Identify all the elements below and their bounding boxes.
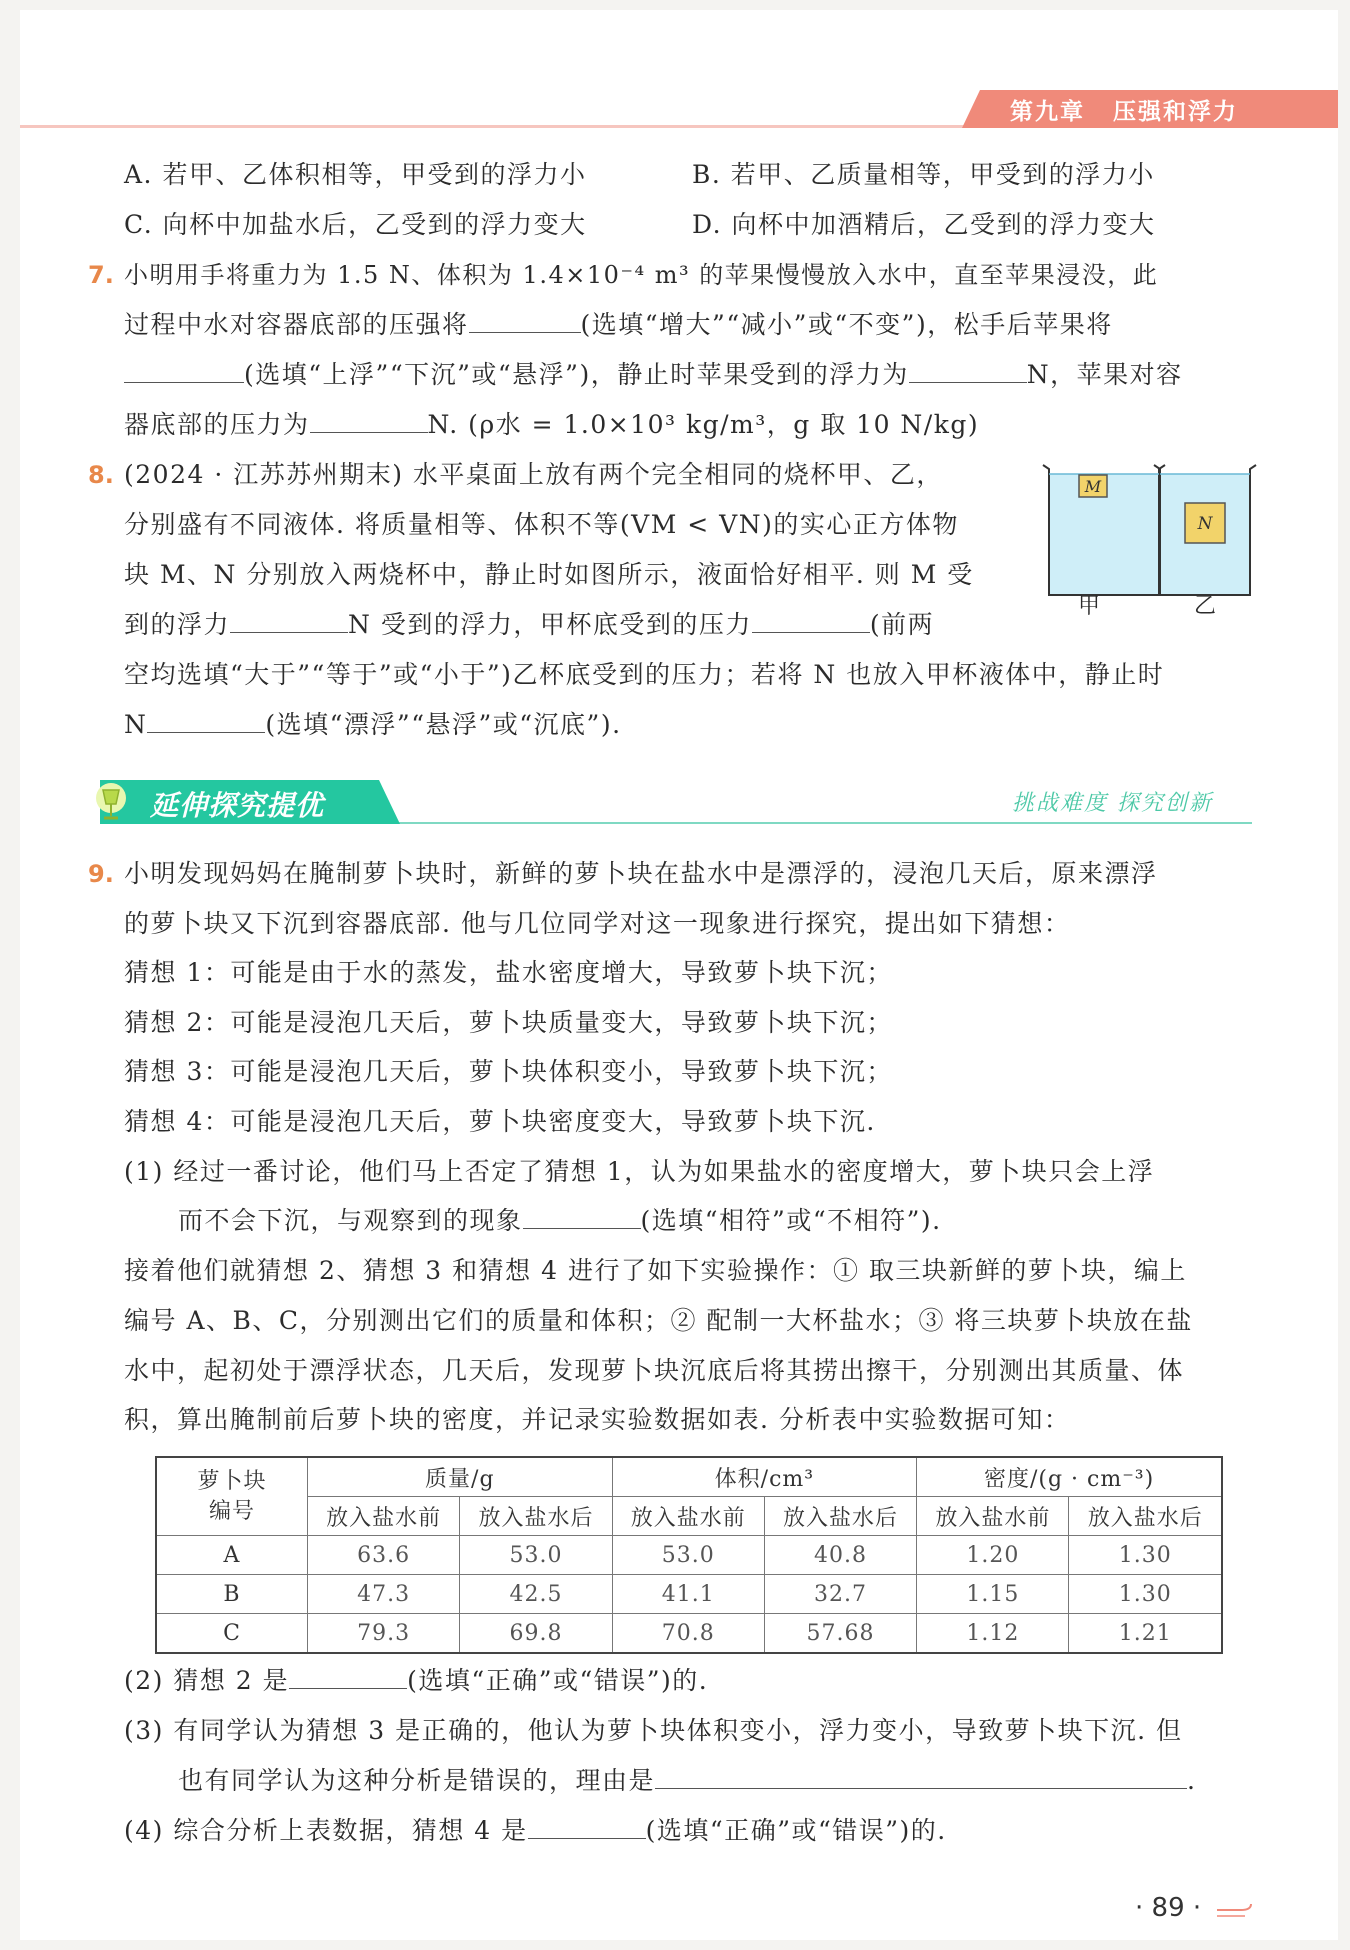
q8-blank-pressure[interactable] <box>752 610 870 633</box>
header-id <box>156 1457 308 1536</box>
q8-line6 <box>124 710 622 740</box>
q7-line3 <box>124 360 1183 390</box>
table-cell: 1.21 <box>1069 1614 1222 1654</box>
q9-number: 9. <box>88 860 114 888</box>
q8-number: 8. <box>88 461 114 489</box>
q6-option-b: B. 若甲、乙质量相等，甲受到的浮力小 <box>692 160 1155 189</box>
table-cell: 40.8 <box>764 1536 916 1575</box>
q7-number: 7. <box>88 261 114 289</box>
header-id-line2: 编号 <box>208 1498 255 1524</box>
table-cell: 47.3 <box>308 1575 460 1614</box>
header-mass: 质量/g <box>308 1457 613 1497</box>
block-m <box>1079 475 1107 497</box>
trophy-icon <box>94 782 128 826</box>
table-cell: 70.8 <box>612 1614 764 1654</box>
q8-blank-state[interactable] <box>147 710 265 733</box>
q7-line4b: N. (ρ水 = 1.0×10³ kg/m³，g 取 10 N/kg) <box>427 410 980 439</box>
q8-line3: 块 M、N 分别放入两烧杯中，静止时如图所示，液面恰好相平. 则 M 受 <box>124 560 974 589</box>
q9-experiment-2: 编号 A、B、C，分别测出它们的质量和体积；② 配制一大杯盐水；③ 将三块萝卜块放在盐 <box>124 1306 1193 1335</box>
q9-guess-4: 猜想 4：可能是浸泡几天后，萝卜块密度变大，导致萝卜块下沉. <box>124 1107 876 1136</box>
page-curl-icon <box>1215 1900 1255 1920</box>
q7-blank-motion[interactable] <box>124 360 244 383</box>
q7-line2b: (选填“增大”“减小”或“不变”)，松手后苹果将 <box>580 310 1113 339</box>
q8-line4a: 到的浮力 <box>124 610 231 639</box>
q6-option-c: C. 向杯中加盐水后，乙受到的浮力变大 <box>124 210 587 239</box>
chapter-heading <box>1010 93 1238 126</box>
q9-blank-part4[interactable] <box>528 1816 646 1839</box>
q8-line4b: N 受到的浮力，甲杯底受到的压力 <box>348 610 752 639</box>
label-jia: 甲 <box>1078 594 1102 619</box>
label-yi: 乙 <box>1194 594 1218 619</box>
table-cell: 53.0 <box>612 1536 764 1575</box>
q9-part2-hint: (选填“正确”或“错误”)的. <box>407 1666 709 1695</box>
table-subheader-row <box>156 1497 1222 1536</box>
q7-line3b: N，苹果对容 <box>1026 360 1183 389</box>
q9-guess-1: 猜想 1：可能是由于水的蒸发，盐水密度增大，导致萝卜块下沉； <box>124 958 893 987</box>
q9-blank-part1[interactable] <box>523 1206 641 1229</box>
q9-part2 <box>124 1666 708 1696</box>
subheader-cell: 放入盐水前 <box>308 1497 460 1536</box>
block-n-label: N <box>1197 514 1213 534</box>
q9-blank-part2[interactable] <box>289 1666 407 1689</box>
q7-blank-buoyancy[interactable] <box>909 360 1027 383</box>
page-number: · 89 · <box>1135 1893 1202 1923</box>
table-cell: 53.0 <box>460 1536 612 1575</box>
q9-intro-2: 的萝卜块又下沉到容器底部. 他与几位同学对这一现象进行探究，提出如下猜想： <box>124 909 1071 938</box>
q8-blank-buoyancy[interactable] <box>230 610 348 633</box>
q8-line2: 分别盛有不同液体. 将质量相等、体积不等(VM < VN)的实心正方体物 <box>124 510 959 539</box>
q9-part3-end: . <box>1187 1766 1197 1795</box>
subheader-cell: 放入盐水后 <box>1069 1497 1222 1536</box>
q7-line1: 小明用手将重力为 1.5 N、体积为 1.4×10⁻⁴ m³ 的苹果慢慢放入水中，直至苹果浸没，此 <box>124 261 1159 289</box>
q8-line5: 空均选填“大于”“等于”或“小于”)乙杯底受到的压力；若将 N 也放入甲杯液体中，静止时 <box>124 660 1165 689</box>
q9-intro-1: 小明发现妈妈在腌制萝卜块时，新鲜的萝卜块在盐水中是漂浮的，浸泡几天后，原来漂浮 <box>124 859 1158 888</box>
header-id-line1: 萝卜块 <box>197 1468 267 1494</box>
q7-line4 <box>124 410 979 440</box>
q8-line6a: N <box>124 710 148 739</box>
table-cell: 42.5 <box>460 1575 612 1614</box>
table-cell: 1.30 <box>1069 1536 1222 1575</box>
table-cell: 32.7 <box>764 1575 916 1614</box>
table-cell: 1.20 <box>917 1536 1069 1575</box>
chapter-number: 第九章 <box>1010 99 1085 125</box>
block-m-label: M <box>1084 477 1102 496</box>
header-volume: 体积/cm³ <box>612 1457 917 1497</box>
row-id: C <box>156 1614 308 1654</box>
q9-part3-text: 也有同学认为这种分析是错误的，理由是 <box>178 1766 656 1795</box>
q9-part3-line1: (3) 有同学认为猜想 3 是正确的，他认为萝卜块体积变小，浮力变小，导致萝卜块下沉. 但 <box>124 1716 1183 1745</box>
q9-part1-line2 <box>178 1206 942 1236</box>
q9-part4 <box>124 1816 947 1846</box>
subheader-cell: 放入盐水前 <box>917 1497 1069 1536</box>
q9-experiment-4: 积，算出腌制前后萝卜块的密度，并记录实验数据如表. 分析表中实验数据可知： <box>124 1405 1071 1434</box>
q9-part2-text: (2) 猜想 2 是 <box>124 1666 290 1695</box>
q9-blank-part3[interactable] <box>655 1766 1187 1789</box>
table-cell: 57.68 <box>764 1614 916 1654</box>
table-row <box>156 1614 1222 1654</box>
q8-line6b: (选填“漂浮”“悬浮”或“沉底”). <box>265 710 622 739</box>
table-cell: 63.6 <box>308 1536 460 1575</box>
table-cell: 69.8 <box>460 1614 612 1654</box>
q7-line2a: 过程中水对容器底部的压强将 <box>124 310 469 339</box>
q9-part4-hint: (选填“正确”或“错误”)的. <box>645 1816 947 1845</box>
q9-part1-hint: (选填“相符”或“不相符”). <box>640 1206 942 1235</box>
row-id: B <box>156 1575 308 1614</box>
q9-part1-text: 而不会下沉，与观察到的现象 <box>178 1206 523 1235</box>
section-title: 延伸探究提优 <box>150 789 325 822</box>
q9-part4-text: (4) 综合分析上表数据，猜想 4 是 <box>124 1816 528 1845</box>
q6-option-a: A. 若甲、乙体积相等，甲受到的浮力小 <box>124 160 587 189</box>
section-subtitle: 挑战难度 探究创新 <box>1012 791 1213 816</box>
subheader-cell: 放入盐水后 <box>460 1497 612 1536</box>
row-id: A <box>156 1536 308 1575</box>
q8-line1: (2024 · 江苏苏州期末) 水平桌面上放有两个完全相同的烧杯甲、乙， <box>124 460 943 489</box>
q8-line4 <box>124 610 934 640</box>
table-cell: 1.15 <box>917 1575 1069 1614</box>
q8-line4c: (前两 <box>869 610 935 639</box>
table-cell: 41.1 <box>612 1575 764 1614</box>
q9-guess-3: 猜想 3：可能是浸泡几天后，萝卜块体积变小，导致萝卜块下沉； <box>124 1057 893 1086</box>
q9-experiment-1: 接着他们就猜想 2、猜想 3 和猜想 4 进行了如下实验操作：① 取三块新鲜的萝卜块，编上 <box>124 1256 1187 1285</box>
table-row <box>156 1536 1222 1575</box>
subheader-cell: 放入盐水后 <box>764 1497 916 1536</box>
header-density: 密度/(g · cm⁻³) <box>917 1457 1222 1497</box>
q7-blank-force[interactable] <box>310 410 428 433</box>
q7-line3a: (选填“上浮”“下沉”或“悬浮”)，静止时苹果受到的浮力为 <box>244 360 909 389</box>
table-cell: 79.3 <box>308 1614 460 1654</box>
q9-part1-line1: (1) 经过一番讨论，他们马上否定了猜想 1，认为如果盐水的密度增大，萝卜块只会上浮 <box>124 1157 1155 1186</box>
subheader-cell: 放入盐水前 <box>612 1497 764 1536</box>
q7-line4a: 器底部的压力为 <box>124 410 310 439</box>
q9-part3-line2 <box>178 1766 1196 1796</box>
table-header-row <box>156 1457 1222 1497</box>
q7-blank-pressure[interactable] <box>469 310 581 333</box>
q9-guess-2: 猜想 2：可能是浸泡几天后，萝卜块质量变大，导致萝卜块下沉； <box>124 1008 893 1037</box>
data-table <box>155 1456 1223 1654</box>
q6-option-d: D. 向杯中加酒精后，乙受到的浮力变大 <box>692 210 1156 239</box>
table-row <box>156 1575 1222 1614</box>
q9-experiment-3: 水中，起初处于漂浮状态，几天后，发现萝卜块沉底后将其捞出擦干，分别测出其质量、体 <box>124 1356 1185 1385</box>
table-cell: 1.12 <box>917 1614 1069 1654</box>
chapter-title: 压强和浮力 <box>1113 99 1238 125</box>
table-cell: 1.30 <box>1069 1575 1222 1614</box>
q7-line2 <box>124 310 1113 340</box>
